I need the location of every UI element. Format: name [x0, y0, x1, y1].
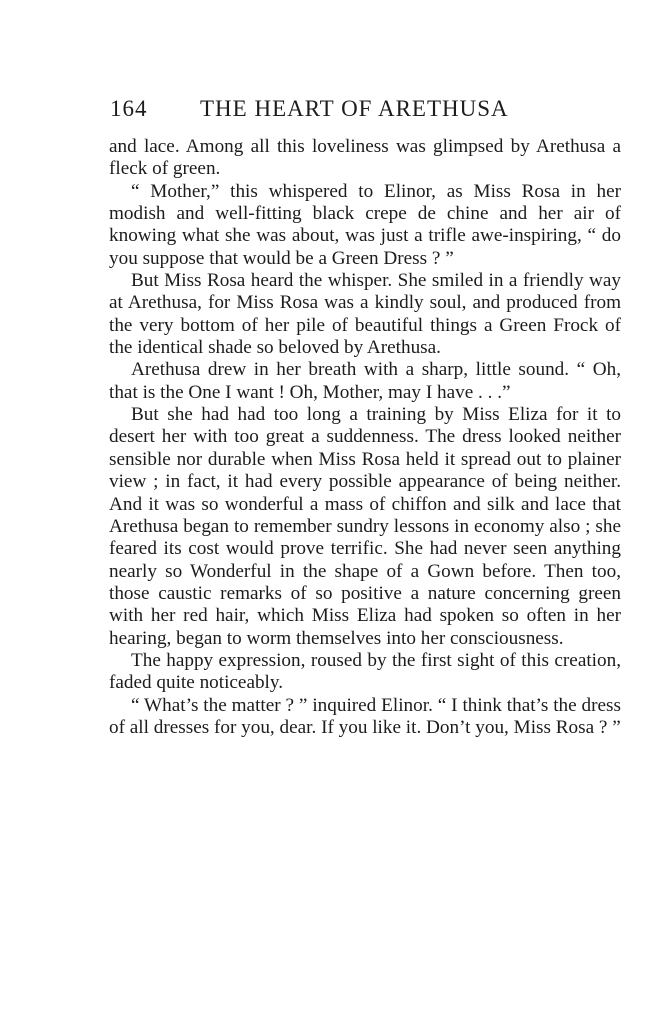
- paragraph: The happy expression, roused by the first sight of this creation, faded quite noticeably.: [109, 649, 621, 694]
- body-text: [109, 136, 621, 739]
- paragraph: But she had had too long a training by Miss Eliza for it to desert her with too great a suddenness. The dress looked neither sensible nor durable when Miss Rosa held it spread out to plainer view ; in fact, it had every possible appearance of being neither. And it was so wonderful a mass of chiffon and silk and lace that Arethusa began to remember sundry lessons in economy also ; she feared its cost would prove terrific. She had never seen anything nearly so Wonderful in the shape of a Gown before. Then too, those caustic remarks of so positive a nature concerning green with her red hair, which Miss Eliza had spoken so often in her hearing, began to worm themselves into her consciousness.: [109, 404, 621, 649]
- paragraph: and lace. Among all this loveliness was glimpsed by Arethusa a fleck of green.: [109, 136, 621, 180]
- paragraph: Arethusa drew in her breath with a sharp, little sound. “ Oh, that is the One I want ! Oh, Mother, may I have . . .”: [109, 359, 621, 403]
- book-title: THE HEART OF ARETHUSA: [200, 96, 509, 121]
- running-head: [110, 96, 620, 126]
- paragraph: “ Mother,” this whispered to Elinor, as Miss Rosa in her modish and well-fitting black crepe de chine and her air of knowing what she was about, was just a trifle awe-inspiring, “ do you suppose that would be a Green Dress ? ”: [109, 180, 621, 269]
- paragraph: But Miss Rosa heard the whisper. She smiled in a friendly way at Arethusa, for Miss Rosa was a kindly soul, and produced from the very bottom of her pile of beautiful things a Green Frock of the identical shade so beloved by Arethusa.: [109, 270, 621, 359]
- paragraph: “ What’s the matter ? ” inquired Elinor. “ I think that’s the dress of all dresses for you, dear. If you like it. Don’t you, Miss Rosa ? ”: [109, 694, 621, 738]
- page-number: 164: [110, 96, 148, 121]
